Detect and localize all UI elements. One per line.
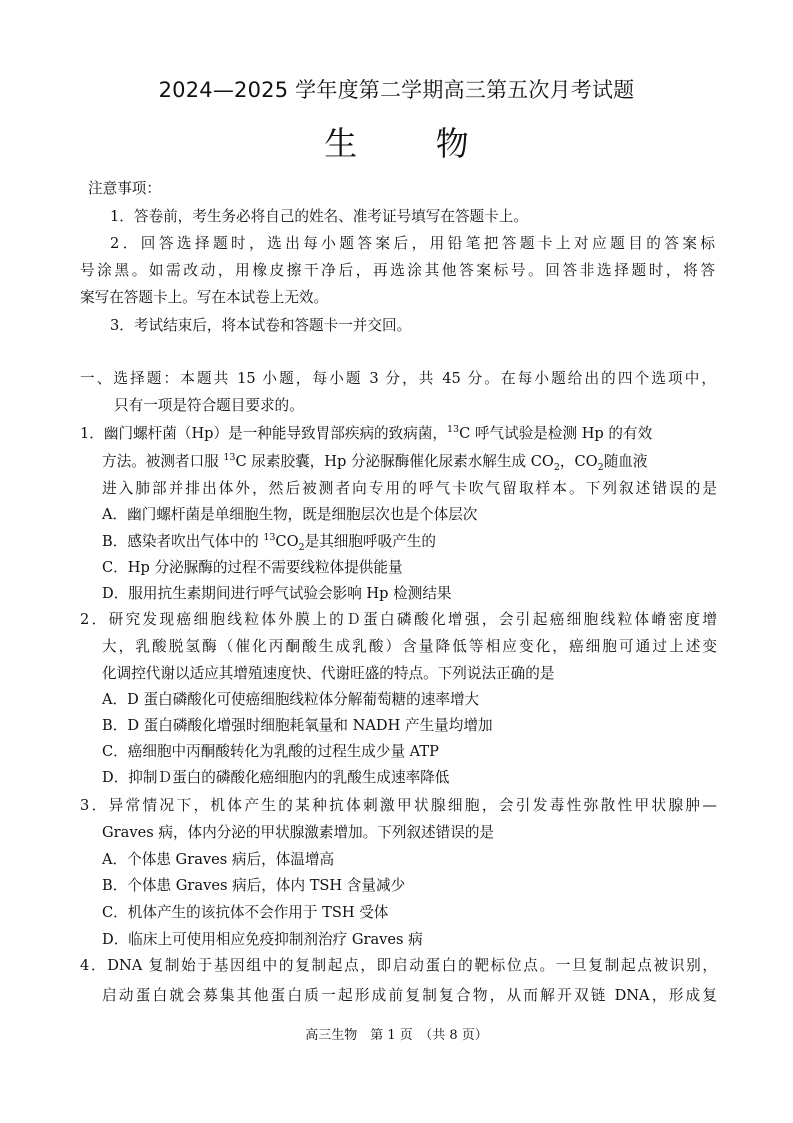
q1-option-a: A．幽门螺杆菌是单细胞生物，既是细胞层次也是个体层次 — [102, 506, 478, 523]
subject-title: 生 物 — [324, 124, 503, 163]
section-heading-line-2: 只有一项是符合题目要求的。 — [114, 397, 304, 414]
q1-stem-line-3: 进入肺部并排出体外，然后被测者向专用的呼气卡吹气留取样本。下列叙述错误的是 — [102, 480, 717, 497]
notice-item-2-line-1: 2．回答选择题时，选出每小题答案后，用铅笔把答题卡上对应题目的答案标 — [110, 235, 715, 252]
q3-option-a: A．个体患 Graves 病后，体温增高 — [102, 851, 335, 868]
q2-option-d: D．抑制Ｄ蛋白的磷酸化癌细胞内的乳酸生成速率降低 — [102, 769, 450, 786]
q3-option-c: C．机体产生的该抗体不会作用于 TSH 受体 — [102, 904, 389, 921]
q2-option-b: B．D 蛋白磷酸化增强时细胞耗氧量和 NADH 产生量均增加 — [102, 717, 493, 734]
page-footer: 高三生物 第 1 页 （共 8 页） — [305, 1028, 488, 1043]
q2-stem-line-1: 2．研究发现癌细胞线粒体外膜上的Ｄ蛋白磷酸化增强，会引起癌细胞线粒体嵴密度增 — [80, 611, 717, 628]
q2-option-c: C．癌细胞中丙酮酸转化为乳酸的过程生成少量 ATP — [102, 743, 439, 760]
q1-stem-line-2: 方法。被测者口服 $^{13}$C 尿素胶囊，Hp 分泌脲酶催化尿素水解生成 $CO_2$，$CO_2$随血液 — [102, 452, 648, 473]
q2-stem-line-2: 大，乳酸脱氢酶（催化丙酮酸生成乳酸）含量降低等相应变化，癌细胞可通过上述变 — [102, 638, 717, 655]
q1-option-d: D．服用抗生素期间进行呼气试验会影响 Hp 检测结果 — [102, 585, 452, 602]
q4-stem-line-2: 启动蛋白就会募集其他蛋白质一起形成前复制复合物，从而解开双链 DNA，形成复 — [102, 987, 717, 1004]
q3-stem-line-2: Graves 病，体内分泌的甲状腺激素增加。下列叙述错误的是 — [102, 824, 495, 841]
q1-option-b: B．感染者吹出气体中的 $^{13}CO_2$是其细胞呼吸产生的 — [102, 532, 436, 553]
q4-stem-line-1: 4．DNA 复制始于基因组中的复制起点，即启动蛋白的靶标位点。一旦复制起点被识别， — [80, 957, 717, 974]
q2-stem-line-3: 化调控代谢以适应其增殖速度快、代谢旺盛的特点。下列说法正确的是 — [102, 665, 555, 682]
q3-stem-line-1: 3．异常情况下，机体产生的某种抗体刺激甲状腺细胞，会引发毒性弥散性甲状腺肿— — [80, 797, 717, 814]
notice-heading: 注意事项： — [88, 180, 161, 197]
notice-item-1: 1．答卷前，考生务必将自己的姓名、准考证号填写在答题卡上。 — [110, 208, 528, 225]
notice-item-2-line-3: 案写在答题卡上。写在本试卷上无效。 — [80, 289, 329, 306]
q3-option-d: D．临床上可使用相应免疫抑制剂治疗 Graves 病 — [102, 931, 423, 948]
q3-option-b: B．个体患 Graves 病后，体内 TSH 含量减少 — [102, 877, 406, 894]
q1-stem-line-1: 1．幽门螺杆菌（Hp）是一种能导致胃部疾病的致病菌，$^{13}$C 呼气试验是检测 Hp 的有效 — [80, 424, 653, 442]
section-heading-line-1: 一、选择题：本题共 15 小题，每小题 3 分，共 45 分。在每小题给出的四个选项中， — [80, 370, 716, 387]
exam-title: 2024—2025 学年度第二学期高三第五次月考试题 — [158, 78, 635, 102]
notice-item-3: 3．考试结束后，将本试卷和答题卡一并交回。 — [110, 317, 412, 334]
q2-option-a: A．D 蛋白磷酸化可使癌细胞线粒体分解葡萄糖的速率增大 — [102, 691, 480, 708]
q1-option-c: C．Hp 分泌脲酶的过程不需要线粒体提供能量 — [102, 559, 403, 576]
notice-item-2-line-2: 号涂黑。如需改动，用橡皮擦干净后，再选涂其他答案标号。回答非选择题时，将答 — [80, 262, 715, 279]
